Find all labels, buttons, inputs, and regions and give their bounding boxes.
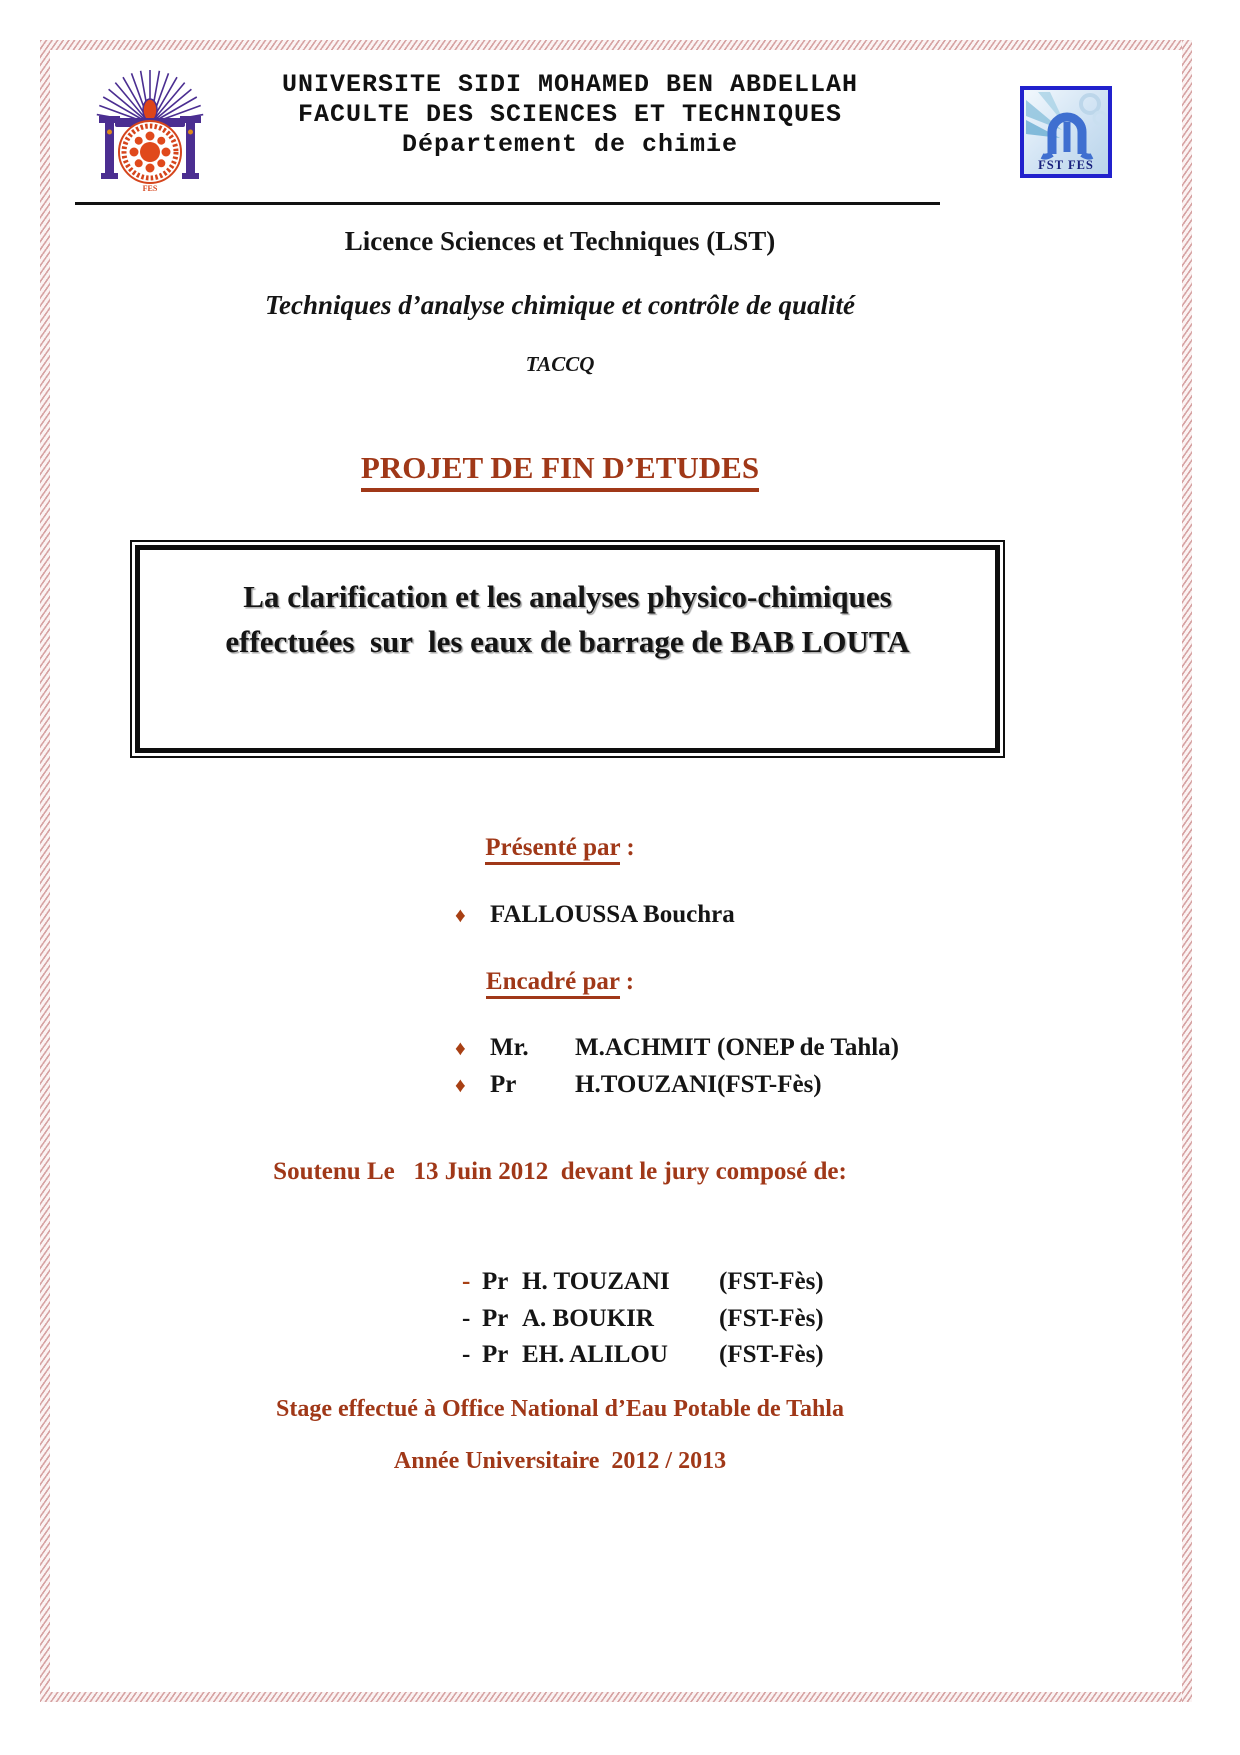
diamond-bullet-icon: ♦ <box>455 1073 466 1097</box>
supervisor-role: Mr. <box>490 1034 529 1061</box>
fst-logo-text: FST FES <box>1038 158 1094 172</box>
usmba-emblem-logo <box>84 60 216 194</box>
jury-affiliation: (FST-Fès) <box>719 1341 824 1368</box>
supervised-by-label <box>65 968 1055 996</box>
project-heading: PROJET DE FIN D’ETUDES <box>361 450 759 492</box>
thesis-title-box <box>130 540 1005 758</box>
border-frame-top <box>40 40 1192 50</box>
jury-row <box>462 1268 824 1296</box>
supervisor-affiliation: (FST-Fès) <box>717 1071 822 1098</box>
supervisor-role: Pr <box>490 1071 517 1098</box>
student-row <box>455 901 735 929</box>
institution-header <box>240 70 900 160</box>
defense-line: Soutenu Le 13 Juin 2012 devant le jury composé de: <box>273 1158 847 1185</box>
jury-role: Pr <box>482 1268 509 1295</box>
presented-by-label <box>65 834 1055 862</box>
header-divider <box>75 202 940 205</box>
jury-name: A. BOUKIR <box>522 1305 654 1332</box>
specialty-title: Techniques d’analyse chimique et contrôle de qualité <box>265 290 855 320</box>
supervised-by-colon: : <box>619 968 635 995</box>
faculty-name: FACULTE DES SCIENCES ET TECHNIQUES <box>297 100 843 129</box>
jury-role: Pr <box>482 1341 509 1368</box>
fst-fes-icon <box>1024 90 1108 174</box>
jury-role: Pr <box>482 1305 509 1332</box>
usmba-logo-caption: FES <box>142 184 158 193</box>
jury-affiliation: (FST-Fès) <box>719 1305 824 1332</box>
diamond-bullet-icon: ♦ <box>455 1036 466 1060</box>
jury-dash: - <box>462 1268 471 1295</box>
degree-title: Licence Sciences et Techniques (LST) <box>344 226 776 256</box>
jury-name: EH. ALILOU <box>522 1341 668 1368</box>
specialty-acronym: TACCQ <box>525 352 595 376</box>
department-name: Département de chimie <box>401 130 739 159</box>
academic-year-line: Année Universitaire 2012 / 2013 <box>393 1448 727 1474</box>
usmba-emblem-icon <box>84 60 216 194</box>
thesis-title-box-inner <box>135 545 1000 753</box>
student-name: FALLOUSSA Bouchra <box>490 901 735 928</box>
project-heading-wrap <box>65 450 1055 492</box>
diamond-bullet-icon: ♦ <box>455 903 466 927</box>
border-frame-right <box>1182 40 1192 1702</box>
supervisor-name: M.ACHMIT <box>575 1034 711 1061</box>
presented-by-text: Présenté par <box>485 834 620 865</box>
university-name: UNIVERSITE SIDI MOHAMED BEN ABDELLAH <box>281 70 859 99</box>
supervisor-row <box>455 1034 899 1062</box>
border-frame-bottom <box>40 1692 1192 1702</box>
jury-affiliation: (FST-Fès) <box>719 1268 824 1295</box>
thesis-title-line1: La clarification et les analyses physico-chimiques <box>243 579 892 614</box>
jury-dash: - <box>462 1305 471 1332</box>
jury-name: H. TOUZANI <box>522 1268 670 1295</box>
border-frame-left <box>40 40 50 1702</box>
internship-line: Stage effectué à Office National d’Eau Potable de Tahla <box>276 1396 844 1422</box>
supervisor-row <box>455 1071 822 1099</box>
supervisor-affiliation: (ONEP de Tahla) <box>717 1034 899 1061</box>
supervisor-name: H.TOUZANI <box>575 1071 717 1098</box>
jury-dash: - <box>462 1341 471 1368</box>
fst-fes-logo <box>1020 86 1112 178</box>
supervised-by-text: Encadré par <box>486 968 620 999</box>
presented-by-colon: : <box>620 834 635 861</box>
thesis-title-line2: effectuées sur les eaux de barrage de BAB LOUTA <box>225 624 910 659</box>
jury-row <box>462 1305 824 1333</box>
jury-row <box>462 1341 824 1369</box>
